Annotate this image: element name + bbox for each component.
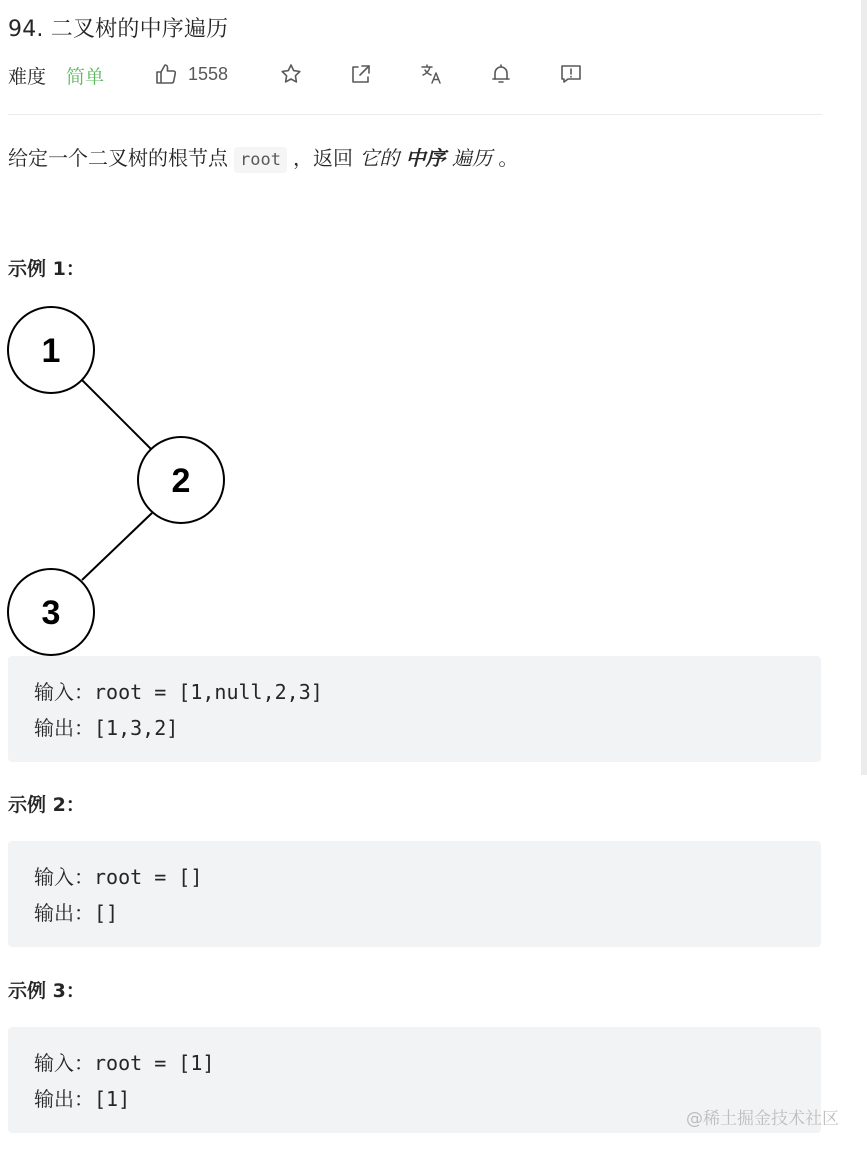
binary-tree-diagram [0, 300, 240, 662]
example-input: 输入：root = [1,null,2,3] [34, 680, 323, 704]
tree-node-label: 1 [41, 332, 61, 370]
example-output: 输出：[] [34, 901, 119, 925]
inline-code-root: root [234, 147, 287, 173]
difficulty-label: 难度 [8, 66, 47, 88]
divider [8, 114, 822, 115]
feedback-icon[interactable] [557, 60, 585, 88]
example-3-title: 示例 3： [8, 980, 85, 1002]
translate-icon[interactable] [417, 60, 445, 88]
difficulty-badge: 简单 [66, 66, 105, 88]
tree-node [8, 569, 94, 655]
example-output: 输出：[1] [34, 1087, 131, 1111]
thumbs-up-icon[interactable] [152, 60, 180, 88]
scrollbar[interactable] [861, 0, 867, 775]
tree-edge [82, 380, 152, 450]
description-text: 。 [498, 146, 519, 170]
watermark: @稀土掘金技术社区 [686, 1109, 839, 1129]
star-icon[interactable] [277, 60, 305, 88]
example-input: 输入：root = [1] [34, 1051, 215, 1075]
bell-icon[interactable] [487, 60, 515, 88]
example-1-code [8, 656, 821, 762]
example-2-title: 示例 2： [8, 794, 85, 816]
problem-description [8, 142, 518, 171]
example-1-title: 示例 1： [8, 258, 85, 280]
share-icon[interactable] [347, 60, 375, 88]
problem-meta-bar [8, 60, 828, 90]
description-bold-italic: 中序 [405, 146, 446, 170]
example-2-code [8, 841, 821, 947]
like-count: 1558 [188, 64, 229, 84]
tree-edge [82, 513, 152, 580]
example-output: 输出：[1,3,2] [34, 716, 179, 740]
description-italic: 它的 [359, 146, 400, 170]
description-text: ，返回 [292, 146, 353, 170]
tree-node [138, 437, 224, 523]
tree-node-label: 3 [41, 594, 61, 632]
tree-node [8, 307, 94, 393]
description-text: 给定一个二叉树的根节点 [8, 146, 228, 170]
tree-node-label: 2 [171, 462, 191, 500]
description-italic: 遍历 [452, 146, 493, 170]
example-input: 输入：root = [] [34, 865, 203, 889]
page-title: 94. 二叉树的中序遍历 [8, 17, 229, 42]
